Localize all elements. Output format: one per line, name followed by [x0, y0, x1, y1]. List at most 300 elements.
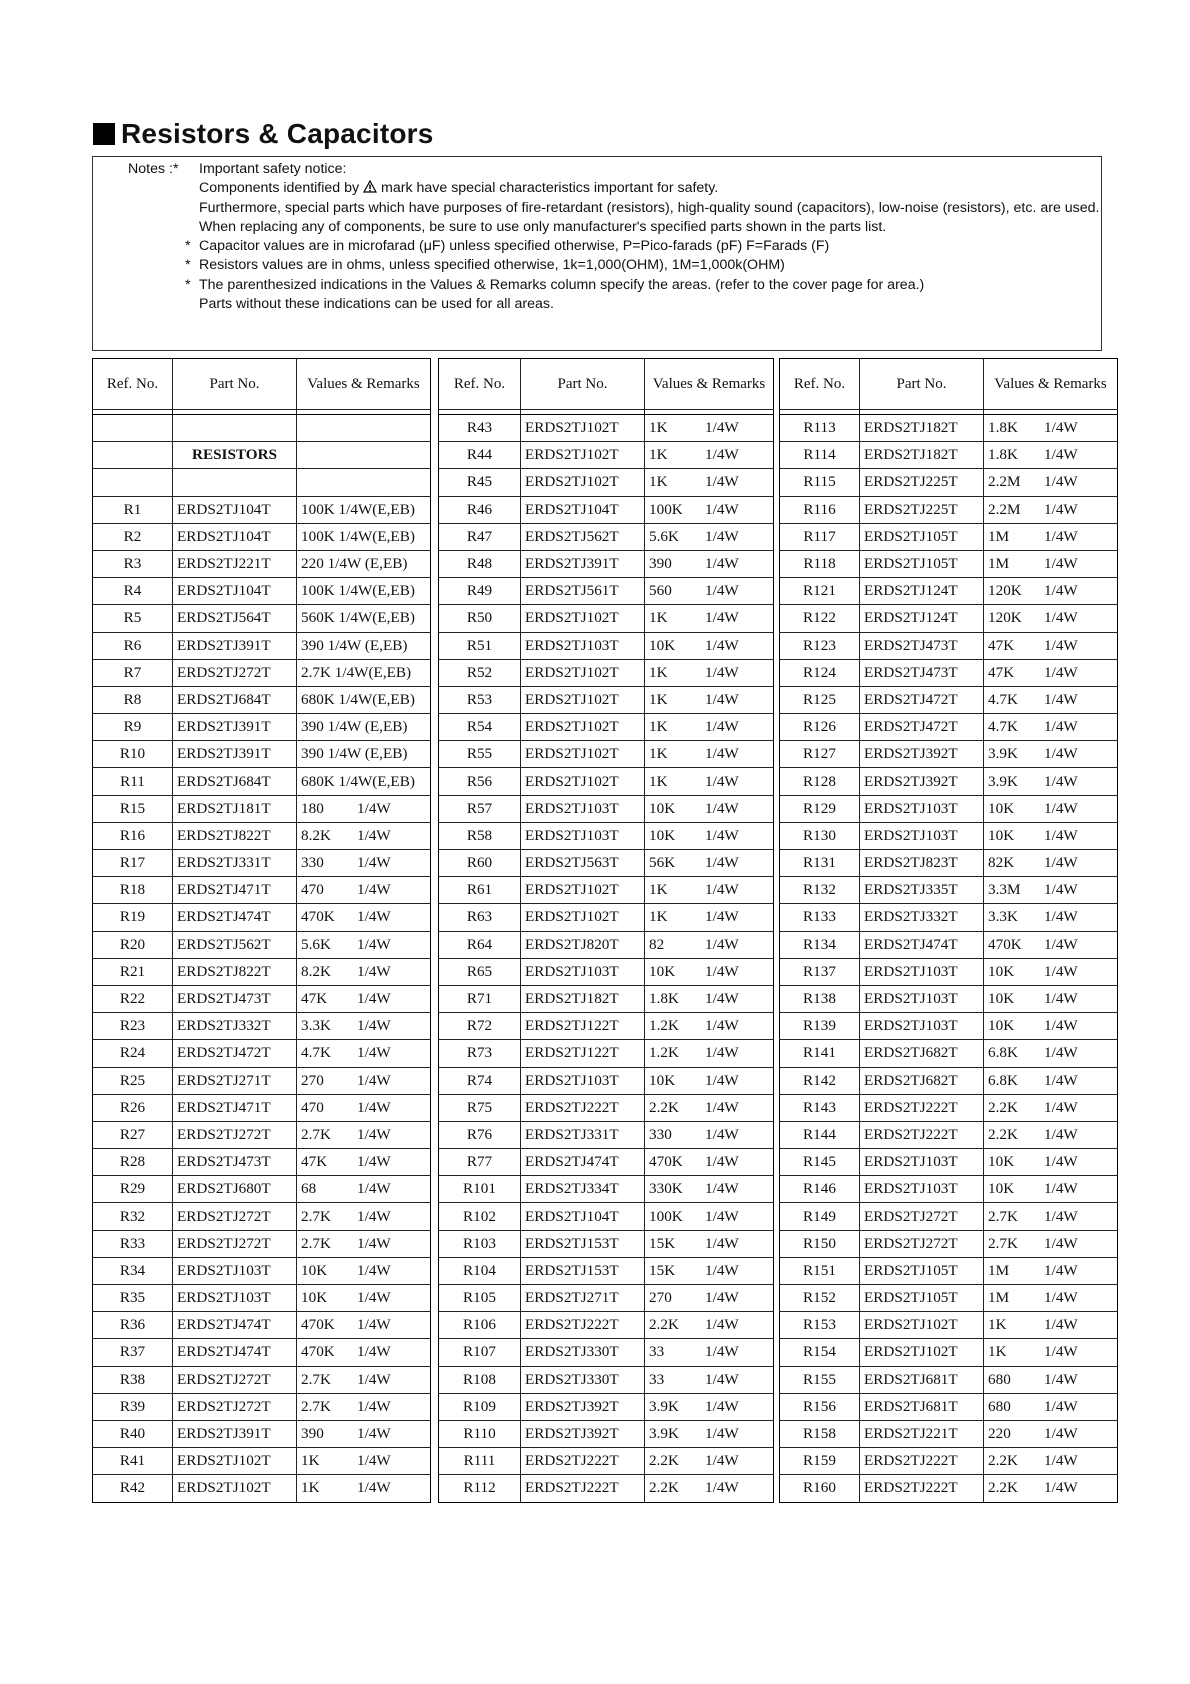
remarks-text: 1/4W	[705, 962, 739, 980]
ref-no-cell: R43	[439, 415, 521, 442]
table-row	[780, 741, 1118, 768]
value-text: 68	[301, 1180, 317, 1198]
table-row	[93, 523, 431, 550]
table-row	[93, 1176, 431, 1203]
value-text: 1.8K	[988, 446, 1018, 464]
values-remarks-cell	[645, 442, 774, 469]
value-text: 180	[301, 799, 324, 817]
table-row	[439, 1230, 774, 1257]
remarks-text: 1/4W	[357, 1098, 391, 1116]
values-remarks-cell	[297, 1366, 431, 1393]
values-remarks-cell	[297, 496, 431, 523]
value-text: 1K	[649, 663, 668, 681]
values-remarks-cell	[645, 1203, 774, 1230]
values-remarks-cell	[984, 850, 1118, 877]
ref-no-cell: R138	[780, 985, 860, 1012]
remarks-text: 1/4W	[705, 1207, 739, 1225]
value-text: 2.2K	[649, 1316, 679, 1334]
table-row	[439, 1366, 774, 1393]
ref-no-cell: R146	[780, 1176, 860, 1203]
values-remarks-cell	[645, 741, 774, 768]
ref-no-cell: R159	[780, 1448, 860, 1475]
remarks-text: 1/4W	[705, 690, 739, 708]
values-remarks-cell	[297, 1121, 431, 1148]
ref-no-cell: R121	[780, 578, 860, 605]
part-no-cell: ERDS2TJ105T	[860, 1285, 984, 1312]
part-no-cell: ERDS2TJ103T	[521, 795, 645, 822]
col-ref-header: Ref. No.	[439, 359, 521, 410]
value-text: 1.2K	[649, 1044, 679, 1062]
ref-no-cell: R109	[439, 1393, 521, 1420]
part-no-cell: ERDS2TJ105T	[860, 1257, 984, 1284]
table-row	[93, 1203, 431, 1230]
part-no-cell: ERDS2TJ102T	[521, 415, 645, 442]
part-no-cell: ERDS2TJ222T	[521, 1094, 645, 1121]
remarks-text: 1/4W	[1044, 690, 1078, 708]
table-header-row	[93, 359, 431, 410]
ref-no-cell: R142	[780, 1067, 860, 1094]
table-row	[439, 1121, 774, 1148]
remarks-text: 1/4W	[357, 1153, 391, 1171]
table-row	[439, 659, 774, 686]
values-remarks-cell	[297, 1230, 431, 1257]
ref-no-cell: R2	[93, 523, 173, 550]
part-no-cell: ERDS2TJ102T	[521, 768, 645, 795]
ref-no-cell: R53	[439, 686, 521, 713]
table-row	[780, 1420, 1118, 1447]
part-no-cell: ERDS2TJ221T	[860, 1420, 984, 1447]
ref-no-cell: R72	[439, 1013, 521, 1040]
ref-no-cell: R144	[780, 1121, 860, 1148]
value-text: 47K	[988, 636, 1015, 654]
values-remarks-cell	[297, 795, 431, 822]
remarks-text: 1/4W	[705, 636, 739, 654]
value-text: 1K	[649, 908, 668, 926]
table-row	[439, 1094, 774, 1121]
table-header-row	[439, 359, 774, 410]
value-text: 3.3K	[301, 1017, 331, 1035]
value-text: 6.8K	[988, 1071, 1018, 1089]
value-text: 15K	[649, 1234, 676, 1252]
remarks-text: 1/4W(E,EB)	[338, 772, 415, 790]
remarks-text: 1/4W	[357, 881, 391, 899]
table-row	[780, 550, 1118, 577]
ref-no-cell: R55	[439, 741, 521, 768]
values-remarks-cell	[645, 1094, 774, 1121]
table-row	[780, 1040, 1118, 1067]
section-title: Resistors & Capacitors	[121, 118, 434, 149]
ref-no-cell: R4	[93, 578, 173, 605]
table-row	[93, 1121, 431, 1148]
value-text: 1K	[649, 446, 668, 464]
value-text: 390	[301, 718, 324, 736]
value-text: 120K	[988, 582, 1022, 600]
values-remarks-cell	[984, 442, 1118, 469]
value-text: 1K	[649, 718, 668, 736]
ref-no-cell: R76	[439, 1121, 521, 1148]
value-text: 680	[988, 1370, 1011, 1388]
values-remarks-cell	[297, 1420, 431, 1447]
part-no-cell: ERDS2TJ222T	[860, 1448, 984, 1475]
value-text: 1.8K	[988, 419, 1018, 437]
table-row	[93, 1339, 431, 1366]
note-line: :* Important safety notice:	[169, 161, 347, 177]
table-row	[93, 904, 431, 931]
remarks-text: 1/4W	[705, 1289, 739, 1307]
values-remarks-cell	[984, 1312, 1118, 1339]
ref-no-cell: R38	[93, 1366, 173, 1393]
ref-no-cell: R1	[93, 496, 173, 523]
values-remarks-cell	[297, 822, 431, 849]
values-remarks-cell	[645, 850, 774, 877]
values-remarks-cell	[297, 659, 431, 686]
ref-no-cell: R153	[780, 1312, 860, 1339]
remarks-text: 1/4W	[357, 1425, 391, 1443]
table-row	[780, 1475, 1118, 1502]
ref-no-cell: R48	[439, 550, 521, 577]
part-no-cell: ERDS2TJ103T	[521, 1067, 645, 1094]
col-part-header: Part No.	[521, 359, 645, 410]
values-remarks-cell	[984, 768, 1118, 795]
values-remarks-cell	[297, 632, 431, 659]
table-row	[439, 850, 774, 877]
value-text: 470K	[301, 908, 335, 926]
values-remarks-cell	[645, 1420, 774, 1447]
values-remarks-cell	[645, 1040, 774, 1067]
value-text: 330	[301, 854, 324, 872]
remarks-text: 1/4W	[705, 1261, 739, 1279]
remarks-text: 1/4W	[705, 1397, 739, 1415]
values-remarks-cell	[984, 904, 1118, 931]
table-row	[780, 958, 1118, 985]
values-remarks-cell	[645, 1366, 774, 1393]
ref-no-cell: R22	[93, 985, 173, 1012]
values-remarks-cell	[297, 1094, 431, 1121]
part-no-cell: ERDS2TJ222T	[521, 1312, 645, 1339]
part-no-cell: ERDS2TJ153T	[521, 1230, 645, 1257]
table-row	[93, 632, 431, 659]
part-no-cell: ERDS2TJ122T	[521, 1013, 645, 1040]
table-row	[780, 578, 1118, 605]
part-no-cell: ERDS2TJ103T	[860, 1176, 984, 1203]
note-line: * Resistors values are in ohms, unless specified otherwise, 1k=1,000(OHM), 1M=1,000k(OHM)	[185, 257, 785, 274]
values-remarks-cell	[297, 958, 431, 985]
table-row	[93, 931, 431, 958]
remarks-text: 1/4W	[1044, 1234, 1078, 1252]
table-row	[780, 822, 1118, 849]
ref-no-cell	[93, 442, 173, 469]
table-row	[439, 904, 774, 931]
part-no-cell: ERDS2TJ272T	[173, 1121, 297, 1148]
part-no-cell: ERDS2TJ272T	[860, 1230, 984, 1257]
remarks-text: 1/4W	[705, 826, 739, 844]
value-text: 1M	[988, 555, 1010, 573]
ref-no-cell: R77	[439, 1149, 521, 1176]
value-text: 2.2K	[988, 1125, 1018, 1143]
remarks-text: 1/4W	[705, 1098, 739, 1116]
part-no-cell: ERDS2TJ272T	[860, 1203, 984, 1230]
part-no-cell: ERDS2TJ331T	[521, 1121, 645, 1148]
value-text: 15K	[649, 1261, 676, 1279]
notes-box	[92, 156, 1102, 351]
ref-no-cell: R156	[780, 1393, 860, 1420]
note-line: Furthermore, special parts which have purposes of fire-retardant (resistors), high-quality sound (capacitors), low-noise (resistors), etc. are used.	[199, 199, 1100, 216]
ref-no-cell: R118	[780, 550, 860, 577]
remarks-text: 1/4W	[1044, 1316, 1078, 1334]
value-text: 3.3K	[988, 908, 1018, 926]
remarks-text: 1/4W	[1044, 962, 1078, 980]
value-text: 8.2K	[301, 826, 331, 844]
ref-no-cell: R24	[93, 1040, 173, 1067]
ref-no-cell: R107	[439, 1339, 521, 1366]
part-no-cell: ERDS2TJ272T	[173, 1230, 297, 1257]
ref-no-cell: R155	[780, 1366, 860, 1393]
value-text: 100K	[301, 527, 335, 545]
values-remarks-cell	[984, 1203, 1118, 1230]
values-remarks-cell	[297, 714, 431, 741]
remarks-text: 1/4W (E,EB)	[327, 718, 408, 736]
remarks-text: 1/4W	[1044, 1207, 1078, 1225]
values-remarks-cell	[297, 550, 431, 577]
ref-no-cell: R151	[780, 1257, 860, 1284]
ref-no-cell: R27	[93, 1121, 173, 1148]
remarks-text: 1/4W	[705, 1343, 739, 1361]
ref-no-cell: R137	[780, 958, 860, 985]
values-remarks-cell	[984, 496, 1118, 523]
remarks-text: 1/4W	[1044, 908, 1078, 926]
value-text: 56K	[649, 854, 676, 872]
part-no-cell: ERDS2TJ105T	[860, 550, 984, 577]
table-row	[93, 985, 431, 1012]
ref-no-cell: R7	[93, 659, 173, 686]
col-values-header: Values & Remarks	[645, 359, 774, 410]
ref-no-cell: R158	[780, 1420, 860, 1447]
values-remarks-cell	[645, 1013, 774, 1040]
values-remarks-cell	[984, 686, 1118, 713]
remarks-text: 1/4W	[705, 1479, 739, 1497]
table-row	[439, 1257, 774, 1284]
remarks-text: 1/4W	[705, 1234, 739, 1252]
values-remarks-cell	[297, 1203, 431, 1230]
ref-no-cell: R10	[93, 741, 173, 768]
remarks-text: 1/4W	[705, 1425, 739, 1443]
ref-no-cell	[93, 415, 173, 442]
ref-no-cell: R60	[439, 850, 521, 877]
values-remarks-cell	[297, 1285, 431, 1312]
remarks-text: 1/4W	[357, 1071, 391, 1089]
ref-no-cell: R143	[780, 1094, 860, 1121]
part-no-cell: ERDS2TJ332T	[860, 904, 984, 931]
part-no-cell: ERDS2TJ335T	[860, 877, 984, 904]
ref-no-cell: R130	[780, 822, 860, 849]
table-row	[93, 714, 431, 741]
values-remarks-cell	[297, 1393, 431, 1420]
remarks-text: 1/4W(E,EB)	[338, 690, 415, 708]
value-text: 680	[988, 1397, 1011, 1415]
values-remarks-cell	[645, 1121, 774, 1148]
ref-no-cell: R6	[93, 632, 173, 659]
part-no-cell: ERDS2TJ225T	[860, 469, 984, 496]
remarks-text: 1/4W	[1044, 1044, 1078, 1062]
values-remarks-cell	[645, 795, 774, 822]
remarks-text: 1/4W	[357, 1452, 391, 1470]
part-no-cell: ERDS2TJ472T	[860, 714, 984, 741]
part-no-cell	[173, 469, 297, 496]
values-remarks-cell	[984, 714, 1118, 741]
table-row	[93, 1257, 431, 1284]
table-row	[439, 1312, 774, 1339]
values-remarks-cell	[984, 1067, 1118, 1094]
part-no-cell: ERDS2TJ820T	[521, 931, 645, 958]
part-no-cell: ERDS2TJ122T	[521, 1040, 645, 1067]
ref-no-cell: R39	[93, 1393, 173, 1420]
remarks-text: 1/4W (E,EB)	[327, 745, 408, 763]
part-no-cell: ERDS2TJ473T	[860, 632, 984, 659]
value-text: 2.2M	[988, 500, 1021, 518]
col-part-header: Part No.	[860, 359, 984, 410]
remarks-text: 1/4W	[357, 990, 391, 1008]
part-no-cell: ERDS2TJ564T	[173, 605, 297, 632]
ref-no-cell: R34	[93, 1257, 173, 1284]
ref-no-cell: R105	[439, 1285, 521, 1312]
value-text: 10K	[301, 1289, 328, 1307]
ref-no-cell: R16	[93, 822, 173, 849]
part-no-cell: ERDS2TJ473T	[860, 659, 984, 686]
table-row	[780, 1339, 1118, 1366]
values-remarks-cell	[984, 1420, 1118, 1447]
values-remarks-cell	[984, 415, 1118, 442]
values-remarks-cell	[984, 605, 1118, 632]
values-remarks-cell	[297, 1067, 431, 1094]
values-remarks-cell	[984, 1230, 1118, 1257]
table-row	[780, 1094, 1118, 1121]
remarks-text: 1/4W	[1044, 527, 1078, 545]
value-text: 560	[649, 582, 672, 600]
table-row	[780, 795, 1118, 822]
values-remarks-cell	[297, 686, 431, 713]
remarks-text: 1/4W	[705, 1370, 739, 1388]
ref-no-cell: R33	[93, 1230, 173, 1257]
table-row	[780, 877, 1118, 904]
remarks-text: 1/4W	[705, 854, 739, 872]
remarks-text: 1/4W	[357, 1397, 391, 1415]
value-text: 2.7K	[301, 663, 331, 681]
part-no-cell: ERDS2TJ471T	[173, 1094, 297, 1121]
values-remarks-cell	[984, 469, 1118, 496]
remarks-text: 1/4W	[705, 582, 739, 600]
part-no-cell: ERDS2TJ102T	[521, 469, 645, 496]
value-text: 2.7K	[301, 1207, 331, 1225]
part-no-cell: ERDS2TJ682T	[860, 1040, 984, 1067]
value-text: 100K	[301, 500, 335, 518]
value-text: 330K	[649, 1180, 683, 1198]
value-text: 2.2K	[988, 1479, 1018, 1497]
part-no-cell: ERDS2TJ102T	[521, 904, 645, 931]
note-line: * The parenthesized indications in the Values & Remarks column specify the areas. (refer to the cover page for area.)	[185, 276, 925, 293]
value-text: 1K	[649, 473, 668, 491]
remarks-text: 1/4W	[357, 1479, 391, 1497]
value-text: 390	[649, 555, 672, 573]
table-row	[93, 795, 431, 822]
ref-no-cell: R50	[439, 605, 521, 632]
value-text: 10K	[988, 962, 1015, 980]
ref-no-cell: R106	[439, 1312, 521, 1339]
values-remarks-cell	[297, 1176, 431, 1203]
values-remarks-cell	[297, 442, 431, 469]
remarks-text: 1/4W	[705, 609, 739, 627]
ref-no-cell: R32	[93, 1203, 173, 1230]
value-text: 330	[649, 1125, 672, 1143]
value-text: 270	[649, 1289, 672, 1307]
ref-no-cell: R49	[439, 578, 521, 605]
ref-no-cell: R21	[93, 958, 173, 985]
table-row	[780, 1067, 1118, 1094]
part-no-cell: ERDS2TJ225T	[860, 496, 984, 523]
remarks-text: 1/4W	[1044, 609, 1078, 627]
notes-label: Notes	[128, 161, 166, 177]
table-row	[439, 415, 774, 442]
section-label-cell: RESISTORS	[173, 442, 297, 469]
note-line: Components identified by mark have special characteristics important for safety.	[199, 180, 719, 197]
values-remarks-cell	[645, 904, 774, 931]
table-row	[439, 1285, 774, 1312]
values-remarks-cell	[297, 985, 431, 1012]
ref-no-cell: R114	[780, 442, 860, 469]
ref-no-cell: R42	[93, 1475, 173, 1502]
table-row	[439, 1420, 774, 1447]
values-remarks-cell	[645, 1067, 774, 1094]
col-part-header: Part No.	[173, 359, 297, 410]
value-text: 10K	[649, 962, 676, 980]
ref-no-cell: R154	[780, 1339, 860, 1366]
value-text: 220	[301, 555, 324, 573]
part-no-cell: ERDS2TJ332T	[173, 1013, 297, 1040]
remarks-text: 1/4W	[1044, 1180, 1078, 1198]
value-text: 100K	[649, 500, 683, 518]
part-no-cell: ERDS2TJ104T	[173, 578, 297, 605]
value-text: 1K	[649, 745, 668, 763]
table-row	[93, 686, 431, 713]
value-text: 1K	[649, 690, 668, 708]
values-remarks-cell	[645, 469, 774, 496]
value-text: 470K	[988, 935, 1022, 953]
table-row	[780, 605, 1118, 632]
remarks-text: 1/4W	[705, 1017, 739, 1035]
values-remarks-cell	[645, 1339, 774, 1366]
value-text: 1K	[649, 772, 668, 790]
values-remarks-cell	[984, 1339, 1118, 1366]
table-row	[780, 659, 1118, 686]
remarks-text: 1/4W	[357, 854, 391, 872]
part-no-cell: ERDS2TJ473T	[173, 985, 297, 1012]
ref-no-cell: R115	[780, 469, 860, 496]
part-no-cell: ERDS2TJ392T	[521, 1393, 645, 1420]
table-row	[439, 1013, 774, 1040]
part-no-cell: ERDS2TJ474T	[860, 931, 984, 958]
ref-no-cell: R112	[439, 1475, 521, 1502]
remarks-text: 1/4W	[705, 555, 739, 573]
ref-no-cell: R124	[780, 659, 860, 686]
values-remarks-cell	[984, 1366, 1118, 1393]
part-no-cell: ERDS2TJ182T	[521, 985, 645, 1012]
table-row	[93, 768, 431, 795]
warning-triangle-icon	[363, 180, 377, 193]
value-text: 390	[301, 636, 324, 654]
values-remarks-cell	[984, 741, 1118, 768]
remarks-text: 1/4W	[705, 1125, 739, 1143]
section-heading	[93, 118, 434, 150]
remarks-text: 1/4W	[357, 1370, 391, 1388]
